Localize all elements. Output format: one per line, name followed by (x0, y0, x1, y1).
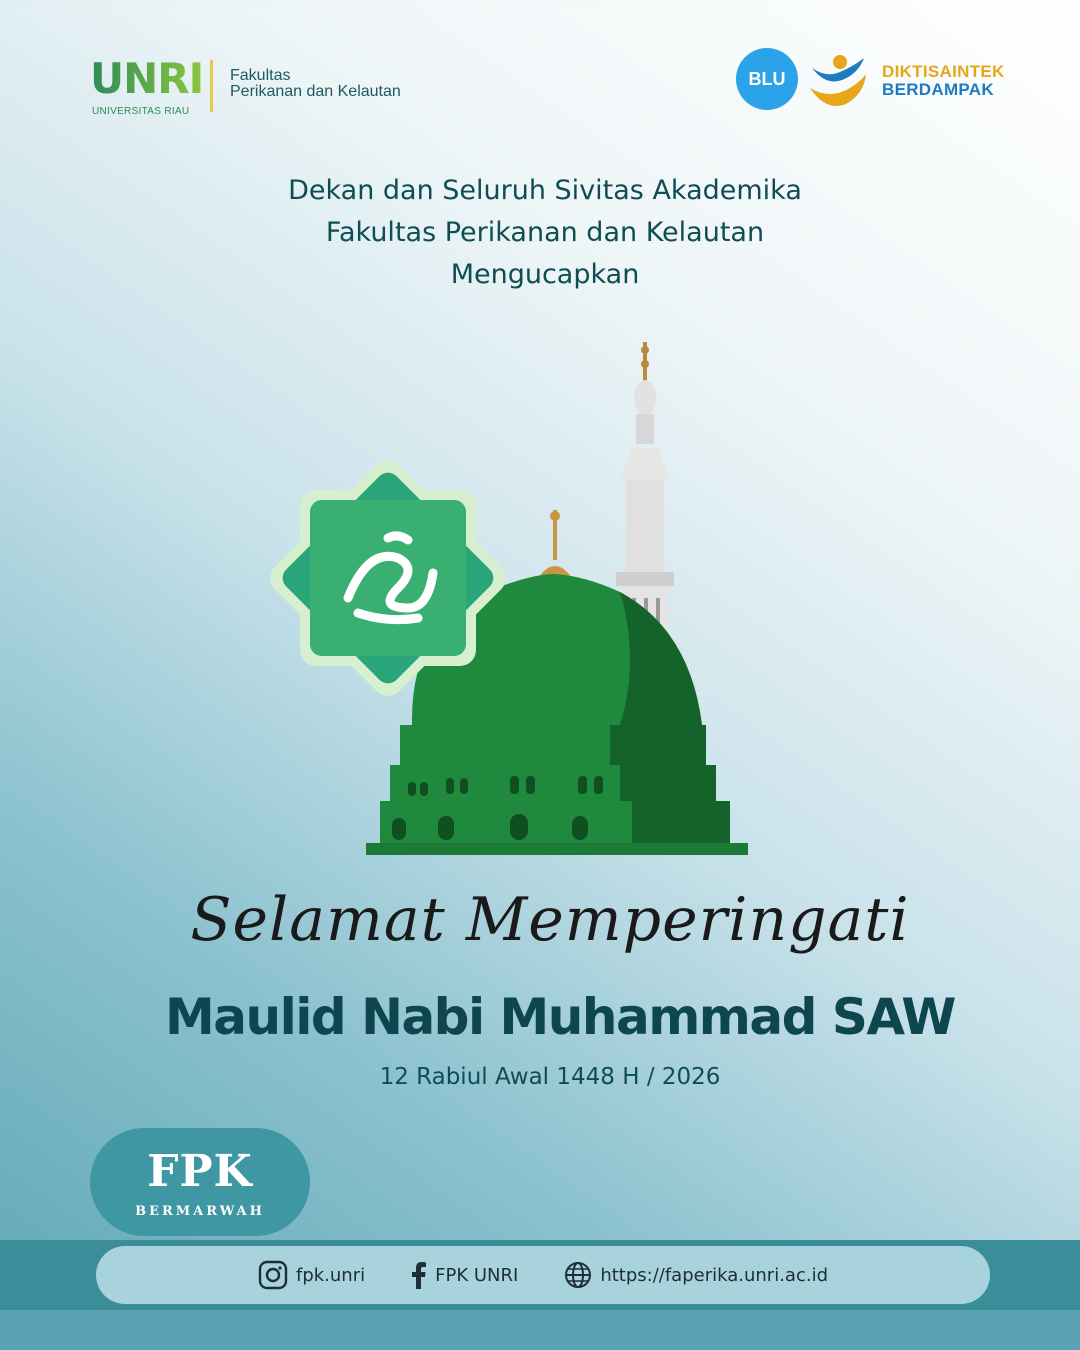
greeting-line-3: Mengucapkan (450, 259, 640, 290)
greeting-text (0, 170, 1080, 296)
website-url: https://faperika.unri.ac.id (600, 1264, 828, 1286)
greeting-line-1: Dekan dan Seluruh Sivitas Akademika (288, 175, 802, 206)
unri-logo (90, 54, 430, 120)
instagram-link[interactable] (258, 1260, 365, 1290)
facebook-icon (411, 1261, 427, 1289)
mosque-illustration (260, 330, 780, 870)
blu-label: BLU (748, 69, 786, 89)
unri-wordmark: UNRI (90, 54, 204, 103)
diktisaintek-line-2: BERDAMPAK (882, 80, 994, 99)
website-link[interactable] (564, 1261, 828, 1289)
bottom-strip (0, 1310, 1080, 1350)
date-line: 12 Rabiul Awal 1448 H / 2026 (379, 1064, 721, 1090)
diktisaintek-line-1: DIKTISAINTEK (882, 62, 1005, 81)
fpk-badge (90, 1128, 310, 1236)
instagram-handle: fpk.unri (295, 1264, 366, 1286)
main-title: Maulid Nabi Muhammad SAW (165, 988, 955, 1046)
contact-bar (96, 1246, 990, 1304)
faculty-line-1: Fakultas (230, 67, 291, 84)
blu-badge (736, 48, 798, 110)
script-title: Selamat Memperingati (190, 885, 910, 955)
fpk-subtitle: BERMARWAH (135, 1204, 265, 1219)
facebook-handle: FPK UNRI (435, 1264, 519, 1286)
globe-icon (564, 1261, 592, 1289)
instagram-icon (258, 1260, 288, 1290)
facebook-link[interactable] (411, 1261, 518, 1289)
diktisaintek-icon (806, 48, 870, 112)
logo-divider (210, 60, 213, 112)
unri-subtitle: UNIVERSITAS RIAU (92, 106, 190, 117)
fpk-title: FPK (147, 1146, 253, 1197)
greeting-line-2: Fakultas Perikanan dan Kelautan (325, 217, 765, 248)
faculty-line-2: Perikanan dan Kelautan (230, 83, 401, 100)
